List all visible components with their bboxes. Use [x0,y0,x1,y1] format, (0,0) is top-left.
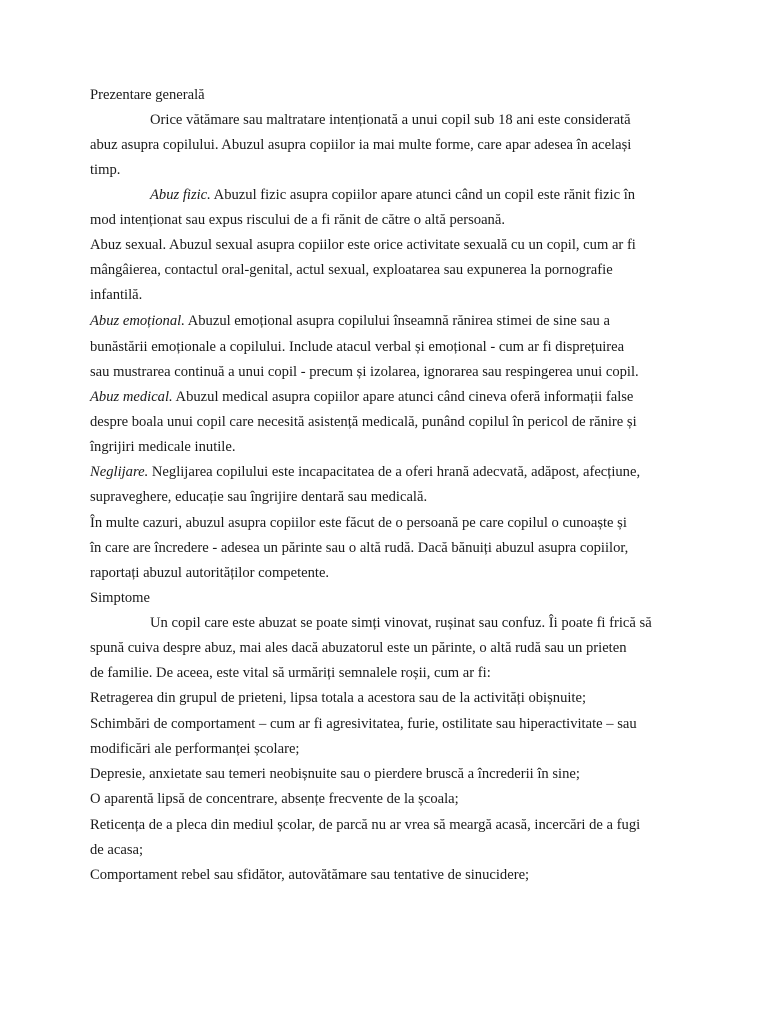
neglijare-text-1: Neglijarea copilului este incapacitatea de a oferi hrană adecvată, adăpost, afecțiune, [148,464,641,480]
sign-1: Retragerea din grupul de prieteni, lipsa totala a acestora sau de la activități obișnuite; [90,690,587,706]
emotional-line-2: bunăstării emoționale a copilului. Include atacul verbal și emoțional - cum ar fi disprețuirea [90,339,625,355]
emotional-term: Abuz emoțional. [90,313,185,329]
fizic-text-1: Abuzul fizic asupra copiilor apare atunci când un copil este rănit fizic în [210,187,636,203]
sign-5-line-2: de acasa; [90,842,144,858]
emotional-line-1 [90,312,610,330]
medical-text-1: Abuzul medical asupra copiilor apare atunci când cineva oferă informații false [172,389,634,405]
medical-line-1 [90,388,633,406]
emotional-text-1: Abuzul emoțional asupra copilului înseamnă rănirea stimei de sine sau a [184,313,610,329]
intro-line-2: abuz asupra copilului. Abuzul asupra copiilor ia mai multe forme, care apar adesea în același [90,137,632,153]
intro-line-3: timp. [90,162,121,178]
sexual-line-3: infantilă. [90,287,143,303]
sign-2-line-1: Schimbări de comportament – cum ar fi agresivitatea, furie, ostilitate sau hiperactivitate – sau [90,716,637,732]
cazuri-line-2: în care are încredere - adesea un părinte sau o altă rudă. Dacă bănuiți abuzul asupra copiilor, [90,540,629,556]
fizic-line-2: mod intenționat sau expus riscului de a fi rănit de către o altă persoană. [90,212,505,228]
sign-2-line-2: modificări ale performanței școlare; [90,741,300,757]
cazuri-line-3: raportați abuzul autorităților competente. [90,565,330,581]
cazuri-line-1: În multe cazuri, abuzul asupra copiilor este făcut de o persoană pe care copilul o cunoaște și [90,515,627,531]
heading-overview: Prezentare generală [90,87,205,103]
emotional-line-3: sau mustrarea continuă a unui copil - precum și izolarea, ignorarea sau respingerea unui copil. [90,364,639,380]
neglijare-term: Neglijare. [90,464,149,480]
fizic-term: Abuz fizic. [150,187,211,203]
intro-line-1: Orice vătămare sau maltratare intenționată a unui copil sub 18 ani este considerată [150,112,631,128]
sexual-line-2: mângâierea, contactul oral-genital, actul sexual, exploatarea sau expunerea la pornografie [90,262,613,278]
fizic-line-1 [150,186,635,204]
symptoms-intro-line-3: de familie. De aceea, este vital să urmăriți semnalele roșii, cum ar fi: [90,665,491,681]
sign-5-line-1: Reticența de a pleca din mediul școlar, de parcă nu ar vrea să meargă acasă, incercări de a fugi [90,817,641,833]
symptoms-intro-line-1: Un copil care este abuzat se poate simți vinovat, rușinat sau confuz. Îi poate fi frică să [150,615,652,631]
sign-4: O aparentă lipsă de concentrare, absențe frecvente de la școala; [90,791,459,807]
sign-6: Comportament rebel sau sfidător, autovătămare sau tentative de sinucidere; [90,867,530,883]
neglijare-line-1 [90,463,640,481]
sexual-line-1: Abuz sexual. Abuzul sexual asupra copiilor este orice activitate sexuală cu un copil, cum ar fi [90,237,636,253]
neglijare-line-2: supraveghere, educație sau îngrijire dentară sau medicală. [90,489,428,505]
medical-line-2: despre boala unui copil care necesită asistență medicală, punând copilul în pericol de rănire și [90,414,637,430]
medical-line-3: îngrijiri medicale inutile. [90,439,236,455]
sign-3: Depresie, anxietate sau temeri neobișnuite sau o pierdere bruscă a încrederii în sine; [90,766,580,782]
symptoms-intro-line-2: spună cuiva despre abuz, mai ales dacă abuzatorul este un părinte, o altă rudă sau un prieten [90,640,627,656]
medical-term: Abuz medical. [90,389,173,405]
heading-symptoms: Simptome [90,590,150,606]
